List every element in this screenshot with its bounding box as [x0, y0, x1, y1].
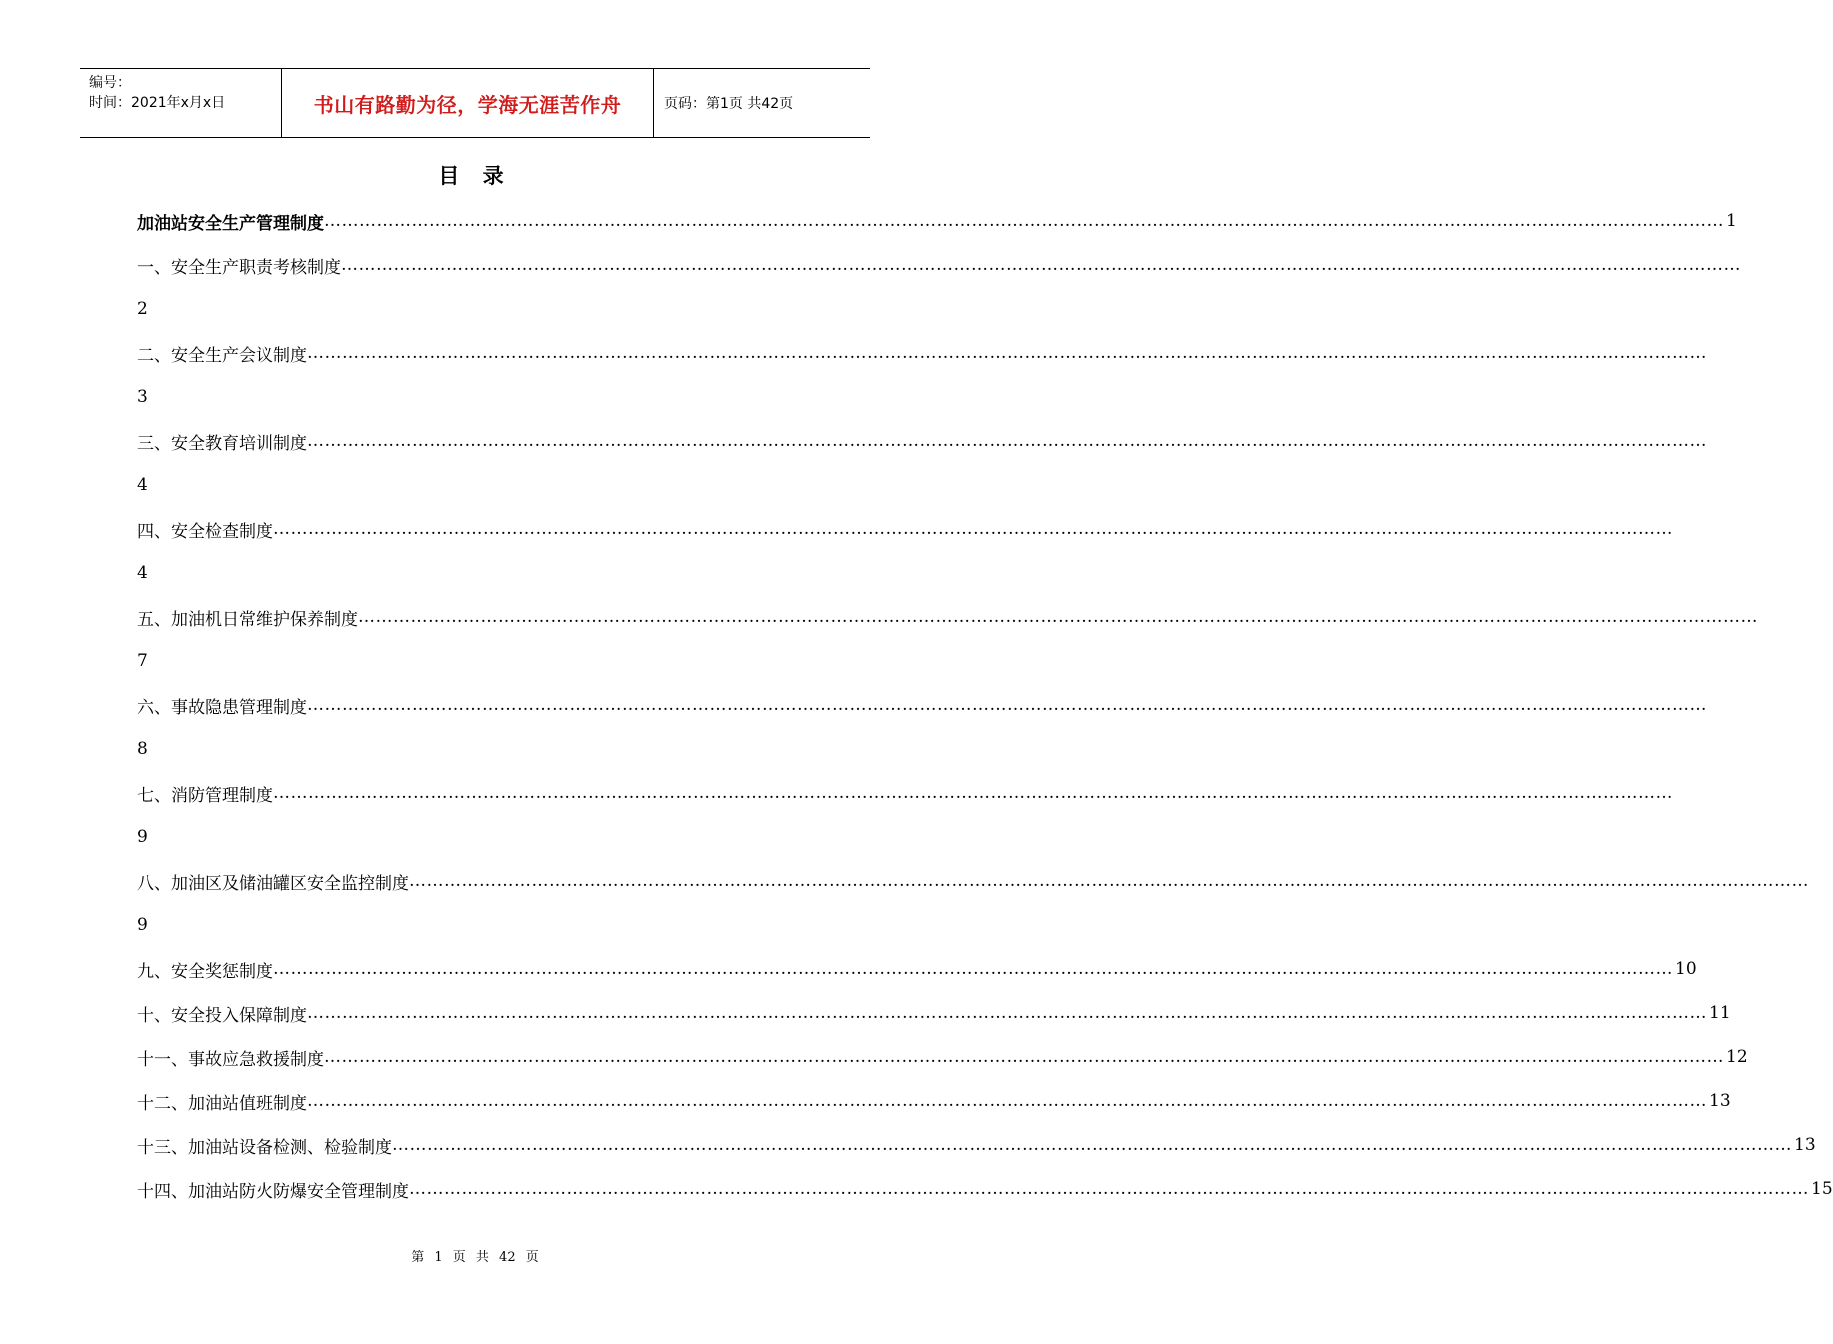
toc-entry[interactable] [137, 1042, 1748, 1072]
header-page-info: 页码：第1页 共42页 [664, 96, 794, 112]
toc-entry-page: 4 [137, 475, 148, 495]
header-meta [80, 69, 282, 137]
toc-entry-page: 3 [137, 387, 148, 407]
toc-entry[interactable] [137, 954, 1697, 984]
toc-leader-dots: …………………………………………………………………………………………………………………………………………………………………………………………………………………… [324, 211, 1724, 231]
toc-entry-page: 4 [137, 563, 148, 583]
header-motto-cell [282, 69, 654, 137]
toc-entry-page: 10 [1675, 959, 1697, 979]
toc-entry-page: 11 [1709, 1003, 1731, 1023]
toc-entry[interactable] [137, 1174, 1833, 1204]
toc-entry-label: 一、安全生产职责考核制度 [137, 257, 341, 278]
toc-entry-page: 9 [137, 827, 148, 847]
toc-entry[interactable] [137, 1130, 1816, 1160]
toc-entry-page: 7 [137, 651, 148, 671]
number-label: 编号： [89, 75, 131, 91]
toc-leader-dots: …………………………………………………………………………………………………………………………………………………………………………………………………………………… [307, 431, 1707, 451]
time-label: 时间：2021年x月x日 [89, 95, 226, 111]
toc-leader-dots: …………………………………………………………………………………………………………………………………………………………………………………………………………………… [307, 695, 1707, 715]
toc-leader-dots: …………………………………………………………………………………………………………………………………………………………………………………………………………………… [273, 783, 1673, 803]
toc-entry[interactable] [137, 338, 1707, 368]
toc-leader-dots: …………………………………………………………………………………………………………………………………………………………………………………………………………………… [307, 343, 1707, 363]
toc-entry-page: 15 [1811, 1179, 1833, 1199]
toc-leader-dots: …………………………………………………………………………………………………………………………………………………………………………………………………………………… [273, 519, 1673, 539]
toc-entry[interactable] [137, 426, 1707, 456]
toc-entry-page: 13 [1794, 1135, 1816, 1155]
page-title: 目 录 [438, 164, 512, 188]
toc-entry-page: 13 [1709, 1091, 1731, 1111]
toc-leader-dots: …………………………………………………………………………………………………………………………………………………………………………………………………………………… [409, 871, 1809, 891]
toc-entry-label: 八、加油区及储油罐区安全监控制度 [137, 873, 409, 894]
toc-entry-label: 二、安全生产会议制度 [137, 345, 307, 366]
motto-text: 书山有路勤为径，学海无涯苦作舟 [313, 92, 622, 117]
toc-entry-label: 九、安全奖惩制度 [137, 961, 273, 982]
header-table [80, 68, 870, 138]
toc-entry-label: 五、加油机日常维护保养制度 [137, 609, 358, 630]
toc-entry-label: 四、安全检查制度 [137, 521, 273, 542]
toc-entry[interactable] [137, 778, 1673, 808]
toc-entry[interactable] [137, 690, 1707, 720]
toc-entry-label: 十二、加油站值班制度 [137, 1093, 307, 1114]
toc-entry-page: 12 [1726, 1047, 1748, 1067]
toc-entry[interactable] [137, 514, 1673, 544]
toc-entry[interactable] [137, 250, 1741, 280]
toc-entry[interactable] [137, 1086, 1731, 1116]
toc-entry-label: 六、事故隐患管理制度 [137, 697, 307, 718]
toc-entry[interactable] [137, 866, 1809, 896]
toc-leader-dots: …………………………………………………………………………………………………………………………………………………………………………………………………………………… [307, 1003, 1707, 1023]
toc-entry[interactable] [137, 206, 1737, 236]
toc-entry-label: 十四、加油站防火防爆安全管理制度 [137, 1181, 409, 1202]
toc-leader-dots: …………………………………………………………………………………………………………………………………………………………………………………………………………………… [341, 255, 1741, 275]
toc-entry-page: 1 [1726, 211, 1737, 231]
toc-leader-dots: …………………………………………………………………………………………………………………………………………………………………………………………………………………… [392, 1135, 1792, 1155]
toc-entry-label: 十一、事故应急救援制度 [137, 1049, 324, 1070]
toc-entry-label: 十三、加油站设备检测、检验制度 [137, 1137, 392, 1158]
toc-entry-label: 加油站安全生产管理制度 [137, 213, 324, 234]
toc-leader-dots: …………………………………………………………………………………………………………………………………………………………………………………………………………………… [409, 1179, 1809, 1199]
page-footer: 第 1 页 共 42 页 [411, 1250, 539, 1265]
toc-entry-page: 9 [137, 915, 148, 935]
toc-entry-page: 8 [137, 739, 148, 759]
toc-entry-label: 三、安全教育培训制度 [137, 433, 307, 454]
toc-entry-label: 十、安全投入保障制度 [137, 1005, 307, 1026]
toc-entry[interactable] [137, 998, 1731, 1028]
toc-leader-dots: …………………………………………………………………………………………………………………………………………………………………………………………………………………… [324, 1047, 1724, 1067]
toc-leader-dots: …………………………………………………………………………………………………………………………………………………………………………………………………………………… [273, 959, 1673, 979]
toc-entry-page: 2 [137, 299, 148, 319]
toc-leader-dots: …………………………………………………………………………………………………………………………………………………………………………………………………………………… [307, 1091, 1707, 1111]
toc-entry[interactable] [137, 602, 1758, 632]
toc-entry-label: 七、消防管理制度 [137, 785, 273, 806]
toc-leader-dots: …………………………………………………………………………………………………………………………………………………………………………………………………………………… [358, 607, 1758, 627]
